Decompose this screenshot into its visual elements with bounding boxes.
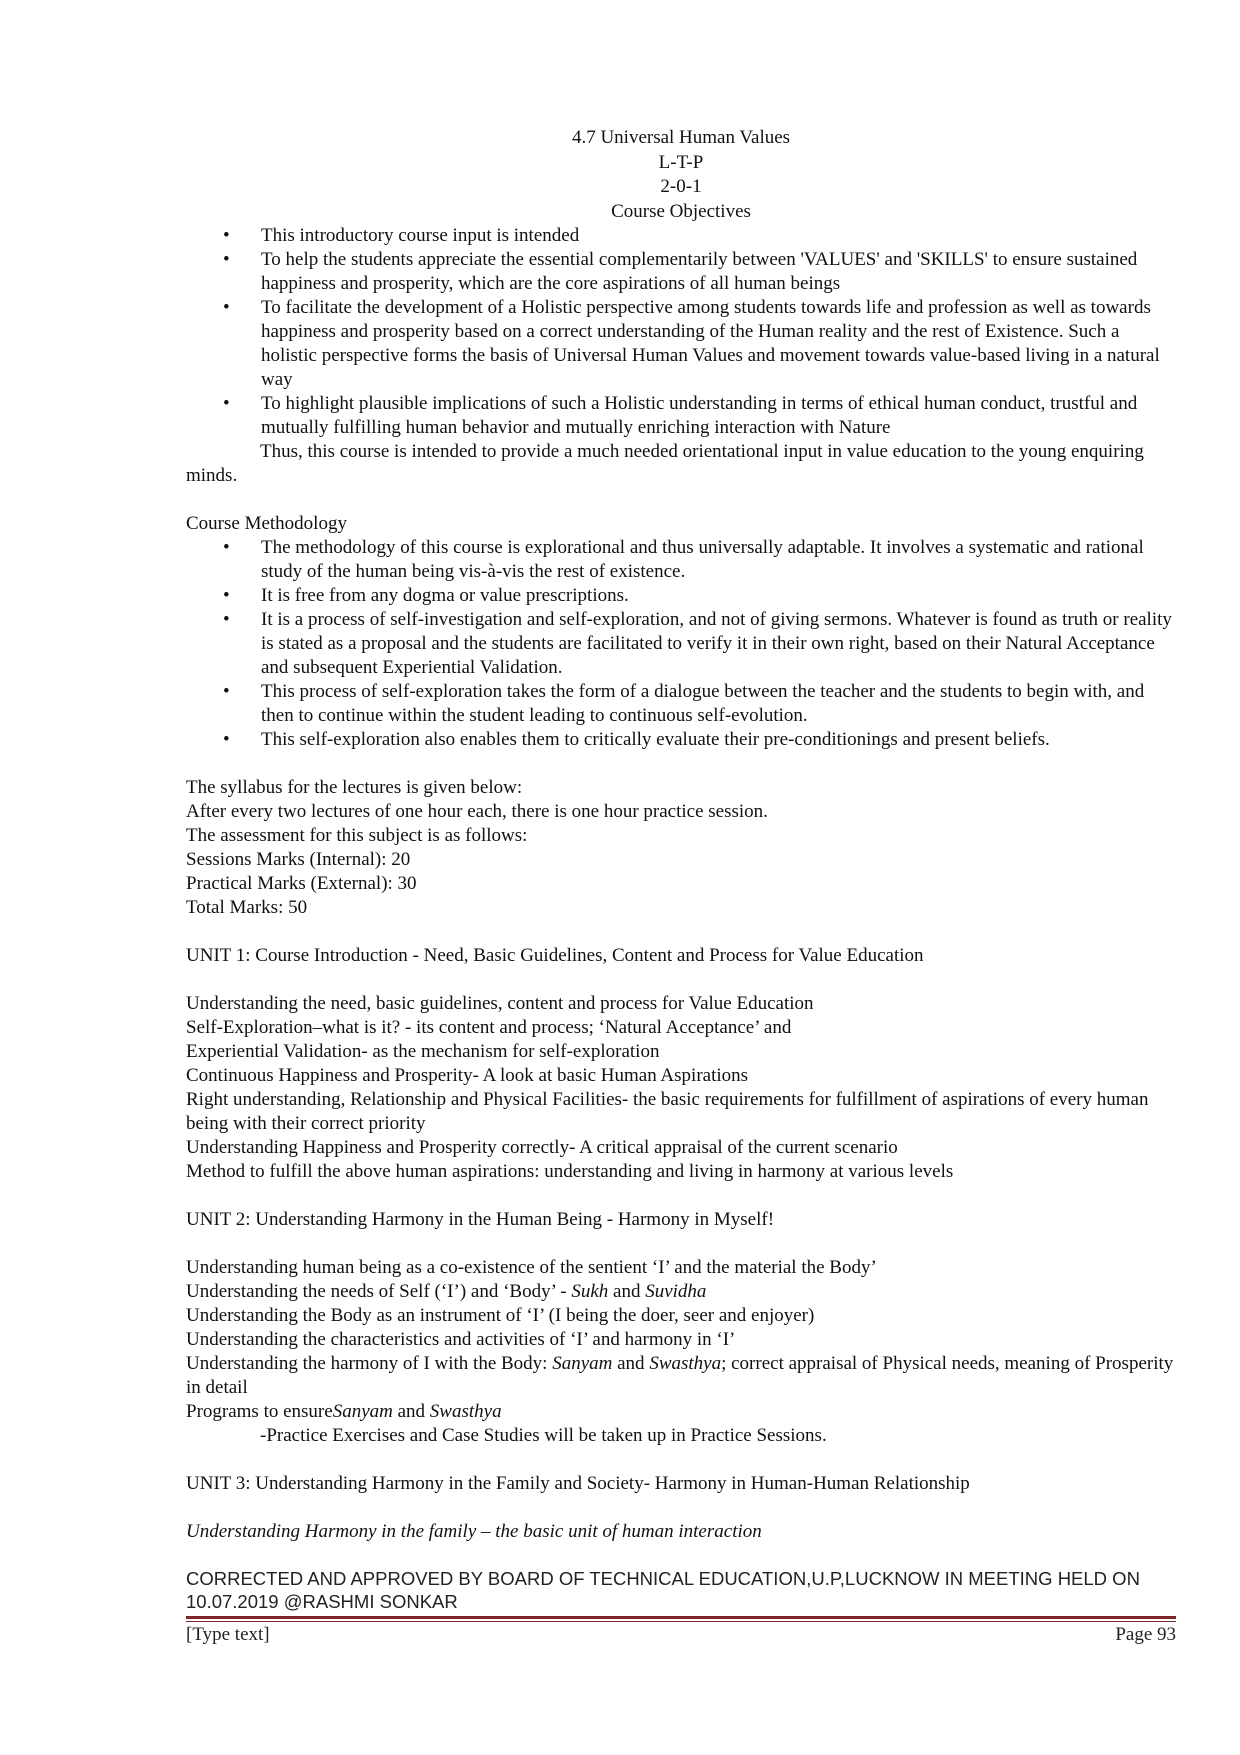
text-run: Understanding the harmony of I with the Body: (186, 1353, 553, 1374)
syllabus-line: After every two lectures of one hour each, there is one hour practice session. (186, 801, 768, 822)
unit3-subheading (186, 1520, 1176, 1544)
text-run: and (612, 1353, 650, 1374)
unit2-line: Understanding the Body as an instrument of ‘I’ (I being the doer, seer and enjoyer) (186, 1305, 815, 1326)
footer-rule-thick (186, 1616, 1176, 1619)
italic-term: Sanyam (332, 1401, 393, 1422)
unit2-heading: UNIT 2: Understanding Harmony in the Human Being - Harmony in Myself! (186, 1209, 775, 1230)
unit1-line: Method to fulfill the above human aspirations: understanding and living in harmony at various levels (186, 1161, 954, 1182)
ltp-label: L-T-P (658, 151, 704, 173)
methodology-item: • This process of self-exploration takes the form of a dialogue between the teacher and the students to begin with, and then to continue within the student leading to continuous self-evolution. (261, 680, 1176, 728)
objectives-closing: Thus, this course is intended to provide a much needed orientational input in value education to the young enquiring minds. (186, 441, 1144, 486)
objective-item: • To help the students appreciate the essential complementarily between 'VALUES' and 'SKILLS' to ensure sustained happiness and prosperity, which are the core aspirations of all human beings (261, 248, 1176, 296)
unit1-line: Experiential Validation- as the mechanism for self-exploration (186, 1041, 660, 1062)
italic-term: Swasthya (649, 1353, 722, 1374)
unit2-content (186, 1256, 1176, 1448)
unit1-line: Understanding Happiness and Prosperity correctly- A critical appraisal of the current scenario (186, 1137, 898, 1158)
text-run: Programs to ensure (186, 1401, 333, 1422)
methodology-item: • It is a process of self-investigation and self-exploration, and not of giving sermons. Whatever is found as truth or reality is stated as a proposal and the students are facilitated to verify it in their own right, based on their Natural Acceptance and subsequent Experiential Validation. (261, 608, 1176, 680)
unit1-line: Understanding the need, basic guidelines, content and process for Value Education (186, 993, 814, 1014)
header-block (186, 126, 1176, 224)
document-body (186, 126, 1176, 1544)
practical-marks: Practical Marks (External): 30 (186, 873, 417, 894)
page-number: Page 93 (1115, 1624, 1176, 1645)
unit1-content (186, 992, 1176, 1184)
methodology-item: • It is free from any dogma or value prescriptions. (261, 584, 1176, 608)
syllabus-line: The syllabus for the lectures is given below: (186, 777, 523, 798)
objective-item: • This introductory course input is intended (261, 224, 1176, 248)
unit1-line: Continuous Happiness and Prosperity- A look at basic Human Aspirations (186, 1065, 749, 1086)
unit3-subheading-text: Understanding Harmony in the family – the basic unit of human interaction (186, 1521, 762, 1542)
footer-rule-thin (186, 1621, 1176, 1622)
objectives-heading: Course Objectives (611, 200, 751, 222)
unit2-line (186, 1400, 1176, 1424)
objective-item: • To highlight plausible implications of such a Holistic understanding in terms of ethical human conduct, trustful and mutually fulfilling human behavior and mutually enriching interaction with Nature (261, 392, 1176, 440)
italic-term: Suvidha (645, 1281, 707, 1302)
unit2-line: Understanding human being as a co-existence of the sentient ‘I’ and the material the Body’ (186, 1257, 877, 1278)
italic-term: Swasthya (429, 1401, 502, 1422)
unit2-line: Understanding the characteristics and activities of ‘I’ and harmony in ‘I’ (186, 1329, 736, 1350)
text-run: and (392, 1401, 430, 1422)
text-run: Understanding the needs of Self (‘I’) and ‘Body’ - (186, 1281, 572, 1302)
methodology-heading: Course Methodology (186, 513, 347, 534)
practice-note: -Practice Exercises and Case Studies will be taken up in Practice Sessions. (260, 1425, 827, 1446)
course-title: 4.7 Universal Human Values (571, 127, 791, 148)
text-run: and (608, 1281, 646, 1302)
unit1-line: Right understanding, Relationship and Physical Facilities- the basic requirements for fulfillment of aspirations of every human being with their correct priority (186, 1089, 1149, 1134)
unit3-heading: UNIT 3: Understanding Harmony in the Family and Society- Harmony in Human-Human Relationship (186, 1473, 970, 1494)
syllabus-info (186, 776, 1176, 920)
unit2-line (186, 1280, 1176, 1304)
approval-note: CORRECTED AND APPROVED BY BOARD OF TECHNICAL EDUCATION,U.P,LUCKNOW IN MEETING HELD ON 10.07.2019 @RASHMI SONKAR (186, 1568, 1140, 1612)
objective-item: • To facilitate the development of a Holistic perspective among students towards life and profession as well as towards happiness and prosperity based on a correct understanding of the Human reality and the rest of Existence. Such a holistic perspective forms the basis of Universal Human Values and movement towards value-based living in a natural way (261, 296, 1176, 392)
page-footer (186, 1624, 1176, 1646)
italic-term: Sukh (571, 1281, 609, 1302)
total-marks: Total Marks: 50 (186, 897, 308, 918)
methodology-list (186, 536, 1176, 752)
methodology-item: • This self-exploration also enables them to critically evaluate their pre-conditionings and present beliefs. (261, 728, 1176, 752)
unit1-line: Self-Exploration–what is it? - its content and process; ‘Natural Acceptance’ and (186, 1017, 792, 1038)
objectives-list (186, 224, 1176, 440)
ltp-value: 2-0-1 (660, 176, 702, 197)
footer-left-text: [Type text] (186, 1624, 270, 1645)
text-run: ; correct appraisal of Physical needs, meaning of Prosperity in detail (186, 1353, 1174, 1398)
italic-term: Sanyam (552, 1353, 613, 1374)
unit1-heading: UNIT 1: Course Introduction - Need, Basic Guidelines, Content and Process for Value Education (186, 945, 924, 966)
syllabus-line: The assessment for this subject is as follows: (186, 825, 528, 846)
sessions-marks: Sessions Marks (Internal): 20 (186, 849, 411, 870)
methodology-item: • The methodology of this course is explorational and thus universally adaptable. It involves a systematic and rational study of the human being vis-à-vis the rest of existence. (261, 536, 1176, 584)
unit2-line (186, 1352, 1176, 1400)
